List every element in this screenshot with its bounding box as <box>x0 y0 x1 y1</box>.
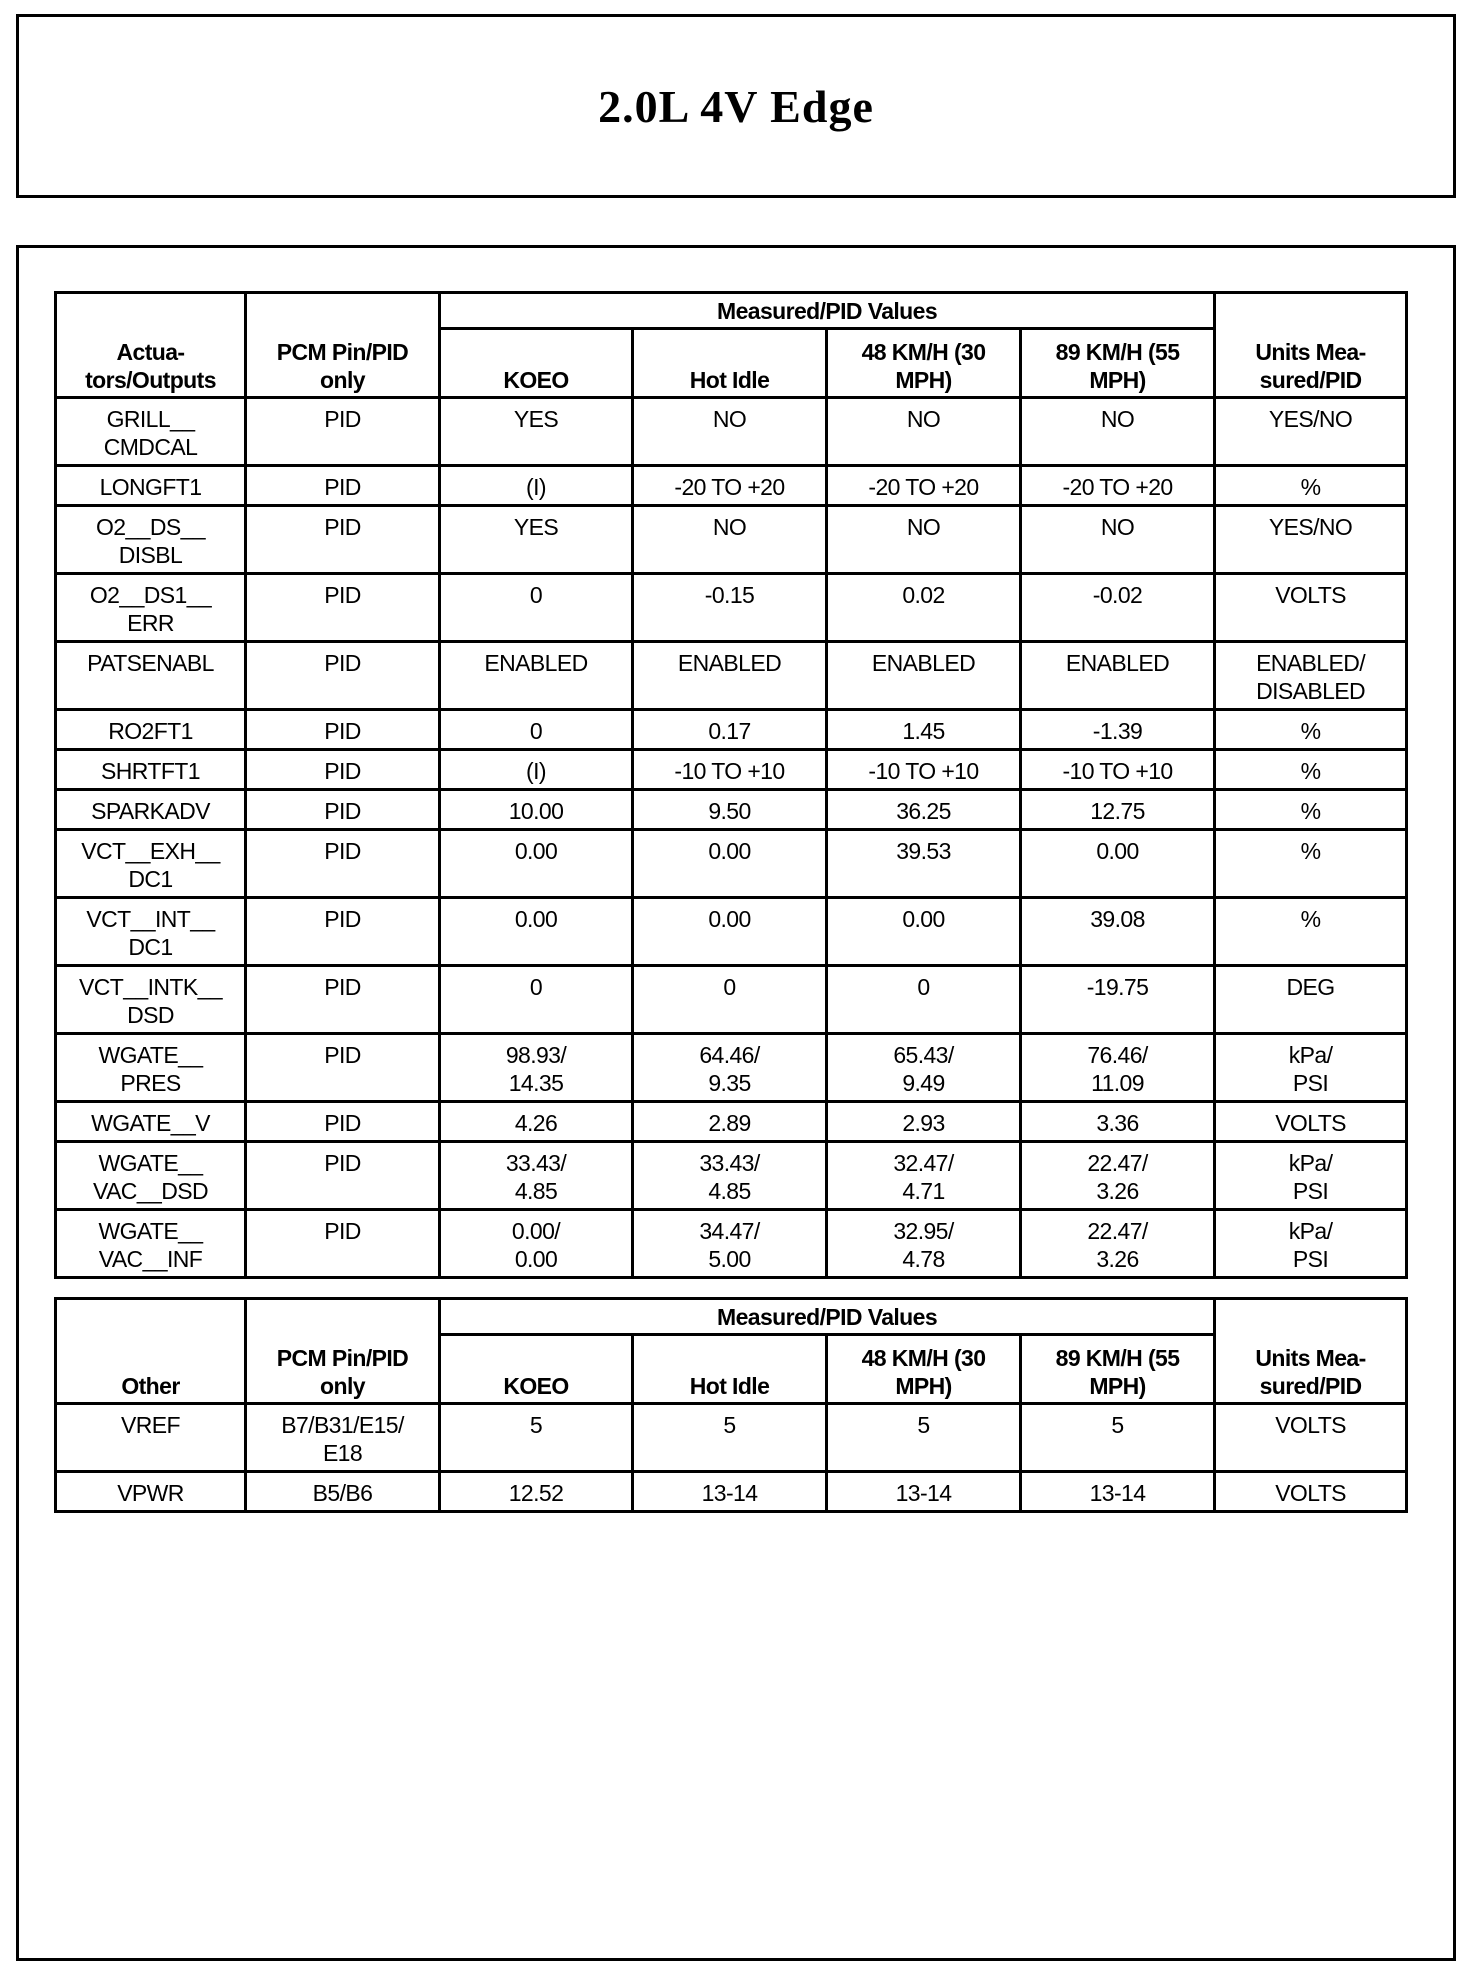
table-cell: YES/NO <box>1215 398 1407 466</box>
header-cell: KOEO <box>440 329 633 398</box>
table-cell: 12.75 <box>1021 790 1215 830</box>
table-cell: VCT__INTK__ DSD <box>56 966 246 1034</box>
table-cell: PID <box>246 1210 440 1278</box>
header-cell: Other <box>56 1299 246 1404</box>
table-cell: ENABLED <box>1021 642 1215 710</box>
table-cell: ENABLED <box>633 642 827 710</box>
table-cell: PID <box>246 898 440 966</box>
table-cell: 1.45 <box>827 710 1021 750</box>
table-cell: % <box>1215 898 1407 966</box>
table-cell: PID <box>246 642 440 710</box>
table-row <box>56 398 1407 466</box>
table-row <box>56 710 1407 750</box>
header-cell: PCM Pin/PID only <box>246 1299 440 1404</box>
page-title: 2.0L 4V Edge <box>598 80 874 132</box>
table-cell: -19.75 <box>1021 966 1215 1034</box>
table-cell: 2.89 <box>633 1102 827 1142</box>
table-cell: WGATE__ VAC__INF <box>56 1210 246 1278</box>
table-cell: -0.02 <box>1021 574 1215 642</box>
table-row <box>56 966 1407 1034</box>
table-row <box>56 1142 1407 1210</box>
table-cell: ENABLED <box>827 642 1021 710</box>
table-cell: 34.47/ 5.00 <box>633 1210 827 1278</box>
table-row <box>56 1472 1407 1512</box>
table-cell: -10 TO +10 <box>1021 750 1215 790</box>
table-row <box>56 1034 1407 1102</box>
table-cell: -10 TO +10 <box>633 750 827 790</box>
table-cell: 0 <box>440 966 633 1034</box>
table-cell: PID <box>246 1142 440 1210</box>
table-cell: 12.52 <box>440 1472 633 1512</box>
header-cell: KOEO <box>440 1335 633 1404</box>
table-cell: PID <box>246 830 440 898</box>
table-cell: 13-14 <box>827 1472 1021 1512</box>
table-cell: 13-14 <box>1021 1472 1215 1512</box>
table-cell: kPa/ PSI <box>1215 1142 1407 1210</box>
table-cell: 32.47/ 4.71 <box>827 1142 1021 1210</box>
table-cell: 39.53 <box>827 830 1021 898</box>
table-cell: % <box>1215 790 1407 830</box>
content-box <box>16 245 1456 1961</box>
table-row <box>56 898 1407 966</box>
table-cell: -20 TO +20 <box>1021 466 1215 506</box>
table-cell: VCT__EXH__ DC1 <box>56 830 246 898</box>
table-cell: VOLTS <box>1215 1472 1407 1512</box>
table-cell: kPa/ PSI <box>1215 1210 1407 1278</box>
table-cell: 22.47/ 3.26 <box>1021 1210 1215 1278</box>
table-row <box>56 1210 1407 1278</box>
table-cell: 98.93/ 14.35 <box>440 1034 633 1102</box>
table-row <box>56 1102 1407 1142</box>
table-cell: 36.25 <box>827 790 1021 830</box>
table-cell: SPARKADV <box>56 790 246 830</box>
table-cell: PID <box>246 506 440 574</box>
header-cell: 89 KM/H (55 MPH) <box>1021 329 1215 398</box>
table-cell: PID <box>246 398 440 466</box>
header-cell: Actua- tors/Outputs <box>56 293 246 398</box>
table-cell: 64.46/ 9.35 <box>633 1034 827 1102</box>
table-row <box>56 642 1407 710</box>
table-cell: % <box>1215 466 1407 506</box>
table-cell: B7/B31/E15/ E18 <box>246 1404 440 1472</box>
table-cell: 5 <box>440 1404 633 1472</box>
table-cell: (I) <box>440 750 633 790</box>
table-cell: YES <box>440 506 633 574</box>
table-row <box>56 1404 1407 1472</box>
table-cell: PID <box>246 750 440 790</box>
table-cell: O2__DS__ DISBL <box>56 506 246 574</box>
table-cell: -20 TO +20 <box>633 466 827 506</box>
table-cell: PID <box>246 574 440 642</box>
table-cell: 0.00/ 0.00 <box>440 1210 633 1278</box>
table-row <box>56 466 1407 506</box>
table-cell: 0.00 <box>827 898 1021 966</box>
table-cell: 2.93 <box>827 1102 1021 1142</box>
header-cell: Units Mea- sured/PID <box>1215 293 1407 398</box>
table-cell: VCT__INT__ DC1 <box>56 898 246 966</box>
table-cell: 33.43/ 4.85 <box>633 1142 827 1210</box>
header-group-cell: Measured/PID Values <box>440 293 1215 329</box>
table-cell: 0.00 <box>440 830 633 898</box>
table-row <box>56 790 1407 830</box>
actuators-outputs-table <box>54 291 1408 1279</box>
table-cell: WGATE__ PRES <box>56 1034 246 1102</box>
table-cell: NO <box>1021 398 1215 466</box>
table-cell: 0.00 <box>440 898 633 966</box>
table-cell: YES/NO <box>1215 506 1407 574</box>
table-cell: 0.02 <box>827 574 1021 642</box>
table-cell: 0 <box>827 966 1021 1034</box>
table-cell: % <box>1215 750 1407 790</box>
table-row <box>56 750 1407 790</box>
table-cell: NO <box>633 398 827 466</box>
table-cell: PID <box>246 1034 440 1102</box>
table-cell: 13-14 <box>633 1472 827 1512</box>
table-cell: % <box>1215 830 1407 898</box>
header-group-cell: Measured/PID Values <box>440 1299 1215 1335</box>
other-table <box>54 1297 1408 1513</box>
header-cell: PCM Pin/PID only <box>246 293 440 398</box>
table-row <box>56 830 1407 898</box>
table-cell: 32.95/ 4.78 <box>827 1210 1021 1278</box>
table-cell: PID <box>246 790 440 830</box>
table-cell: VREF <box>56 1404 246 1472</box>
table-cell: (I) <box>440 466 633 506</box>
header-row <box>56 1299 1407 1335</box>
header-cell: Hot Idle <box>633 1335 827 1404</box>
table-cell: YES <box>440 398 633 466</box>
table-cell: ENABLED/ DISABLED <box>1215 642 1407 710</box>
table-cell: 5 <box>633 1404 827 1472</box>
table-cell: 5 <box>827 1404 1021 1472</box>
table-cell: B5/B6 <box>246 1472 440 1512</box>
table-cell: 0.00 <box>1021 830 1215 898</box>
table-cell: 0.00 <box>633 898 827 966</box>
table-cell: 0 <box>633 966 827 1034</box>
table-cell: GRILL__ CMDCAL <box>56 398 246 466</box>
table-cell: VOLTS <box>1215 1404 1407 1472</box>
table-cell: 22.47/ 3.26 <box>1021 1142 1215 1210</box>
table-cell: 0.00 <box>633 830 827 898</box>
table-cell: NO <box>1021 506 1215 574</box>
table-cell: ENABLED <box>440 642 633 710</box>
table-cell: 33.43/ 4.85 <box>440 1142 633 1210</box>
table-cell: 76.46/ 11.09 <box>1021 1034 1215 1102</box>
table-cell: PID <box>246 466 440 506</box>
table-cell: O2__DS1__ ERR <box>56 574 246 642</box>
table-cell: 3.36 <box>1021 1102 1215 1142</box>
table-cell: -1.39 <box>1021 710 1215 750</box>
table-cell: WGATE__V <box>56 1102 246 1142</box>
table-cell: 65.43/ 9.49 <box>827 1034 1021 1102</box>
table-cell: -20 TO +20 <box>827 466 1021 506</box>
table-cell: NO <box>827 506 1021 574</box>
header-cell: Units Mea- sured/PID <box>1215 1299 1407 1404</box>
table-cell: -10 TO +10 <box>827 750 1021 790</box>
title-box <box>16 14 1456 198</box>
table-cell: DEG <box>1215 966 1407 1034</box>
table-cell: 10.00 <box>440 790 633 830</box>
table-cell: 9.50 <box>633 790 827 830</box>
table-cell: VOLTS <box>1215 1102 1407 1142</box>
table-cell: PID <box>246 710 440 750</box>
table-cell: 0 <box>440 574 633 642</box>
table-cell: RO2FT1 <box>56 710 246 750</box>
header-cell: 48 KM/H (30 MPH) <box>827 1335 1021 1404</box>
header-cell: 48 KM/H (30 MPH) <box>827 329 1021 398</box>
table-cell: PID <box>246 966 440 1034</box>
table-cell: PATSENABL <box>56 642 246 710</box>
table-cell: VOLTS <box>1215 574 1407 642</box>
header-cell: Hot Idle <box>633 329 827 398</box>
table-row <box>56 574 1407 642</box>
table-cell: SHRTFT1 <box>56 750 246 790</box>
table-cell: 5 <box>1021 1404 1215 1472</box>
table-cell: 39.08 <box>1021 898 1215 966</box>
header-cell: 89 KM/H (55 MPH) <box>1021 1335 1215 1404</box>
table-cell: kPa/ PSI <box>1215 1034 1407 1102</box>
table-cell: % <box>1215 710 1407 750</box>
table-cell: WGATE__ VAC__DSD <box>56 1142 246 1210</box>
table-cell: 0.17 <box>633 710 827 750</box>
table-cell: NO <box>827 398 1021 466</box>
table-cell: VPWR <box>56 1472 246 1512</box>
table-cell: NO <box>633 506 827 574</box>
table-cell: -0.15 <box>633 574 827 642</box>
header-row <box>56 293 1407 329</box>
table-cell: 0 <box>440 710 633 750</box>
table-row <box>56 506 1407 574</box>
table-cell: PID <box>246 1102 440 1142</box>
table-cell: 4.26 <box>440 1102 633 1142</box>
table-cell: LONGFT1 <box>56 466 246 506</box>
